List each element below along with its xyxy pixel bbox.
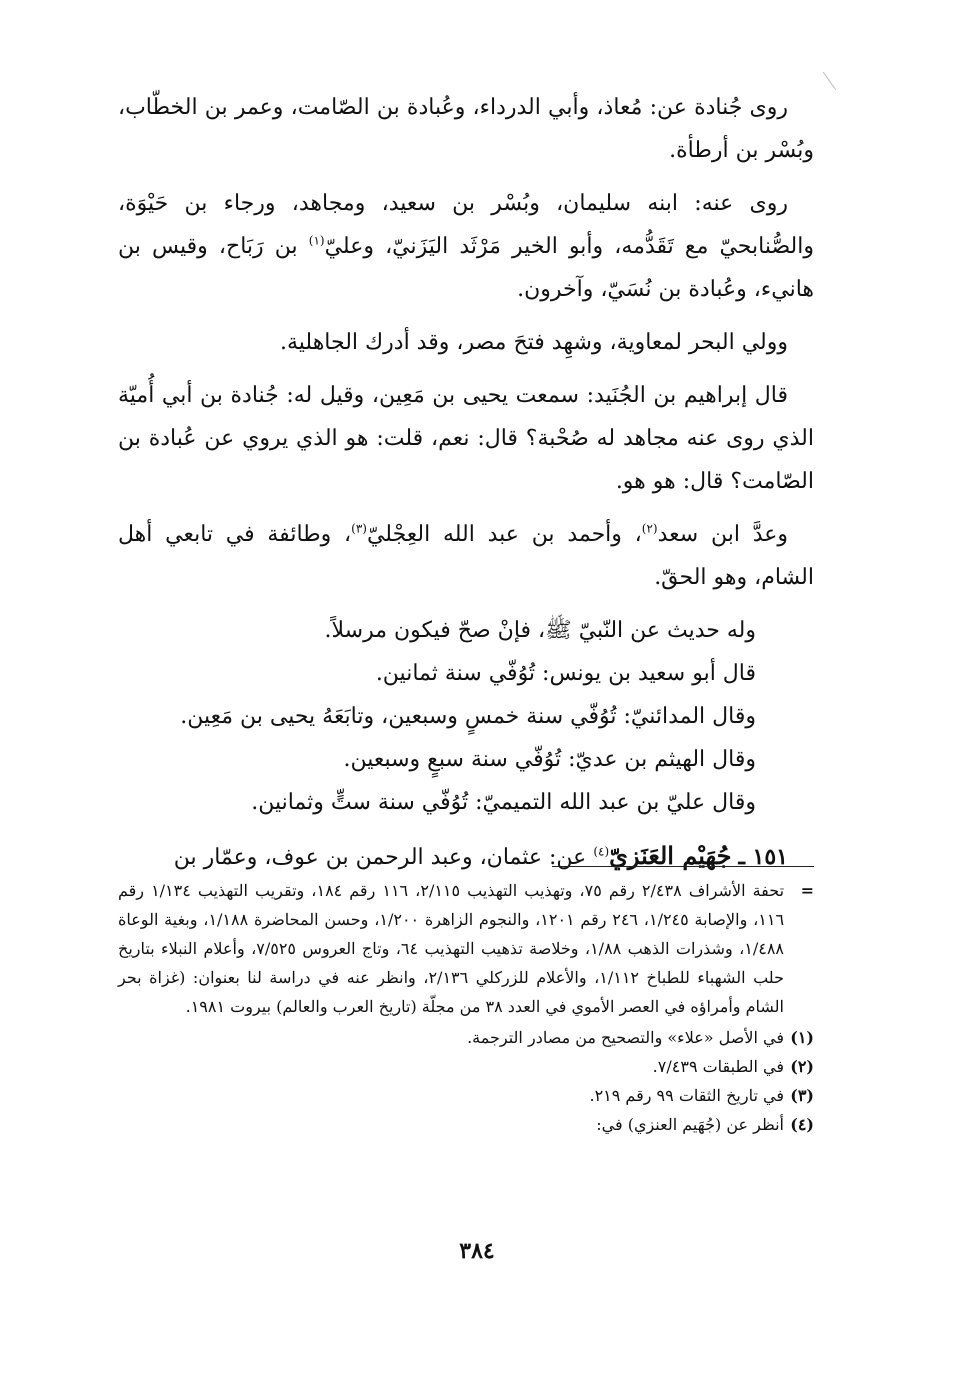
footnote-number: (٢) xyxy=(790,1057,814,1076)
line-haytham: وقال الهيثم بن عديّ: تُوُفّي سنة سبعٍ وسبعين. xyxy=(343,747,756,772)
paragraph-text: وولي البحر لمعاوية، وشهِد فتحَ مصر، وقد أدرك الجاهلية. xyxy=(280,330,788,355)
paragraph-text: روى جُنادة عن: مُعاذ، وأبي الدرداء، وعُبادة بن الصّامت، وعمر بن الخطّاب، وبُسْر بن أرطأة. xyxy=(118,95,814,163)
entry-text: عن: عثمان، وعبد الرحمن بن عوف، وعمّار بن xyxy=(173,845,594,870)
paragraph-text: ، وأحمد بن عبد الله العِجْليّ xyxy=(366,522,642,547)
main-text xyxy=(118,86,814,889)
continuation-mark: = xyxy=(800,881,814,900)
line-tamimi: وقال عليّ بن عبد الله التميميّ: تُوُفّي سنة ستٍّ وثمانين. xyxy=(251,790,756,815)
footnote-ref-4: (٤) xyxy=(593,844,610,859)
footnote-ref-2: (٢) xyxy=(641,521,658,536)
footnote-continuation xyxy=(118,876,814,1021)
footnote-number: (١) xyxy=(790,1028,814,1047)
entry-151 xyxy=(118,834,814,879)
entry-name: جُهَيْم العَنَزيّ xyxy=(609,841,732,870)
footnote-text: في تاريخ الثقات ٩٩ رقم ٢١٩. xyxy=(589,1086,784,1105)
line-ibn-yunus: قال أبو سعيد بن يونس: تُوُفّي سنة ثمانين. xyxy=(375,661,756,686)
line-madaini: وقال المدائنيّ: تُوُفّي سنة خمسٍ وسبعين، وتابَعَهُ يحيى بن مَعِين. xyxy=(180,704,756,729)
footnote-ref-1: (١) xyxy=(308,233,325,248)
footnote-text: في الطبقات ٧/٤٣٩. xyxy=(652,1057,784,1076)
line-hadith: وله حديث عن النّبيّ ﷺ، فإنْ صحّ فيكون مرسلاً. xyxy=(324,618,756,643)
footnote-text: أنظر عن (جُهَيم العنزي) في: xyxy=(596,1115,784,1134)
footnote-4 xyxy=(118,1110,814,1139)
paragraph-text: روى عنه: ابنه سليمان، وبُسْر بن سعيد، ومجاهد، ورجاء بن حَيْوَة، والصُّنابحيّ مع تَقَدُّمه، وأبو الخير مَرْثَد اليَزَنيّ، وعليّ xyxy=(118,191,814,259)
footnote-divider xyxy=(552,866,814,867)
scan-speck xyxy=(823,72,836,91)
paragraph-narrators-from xyxy=(118,86,814,172)
footnote-2 xyxy=(118,1052,814,1081)
footnote-number: (٣) xyxy=(790,1086,814,1105)
footnote-text: في الأصل «علاء» والتصحيح من مصادر الترجمة. xyxy=(467,1028,784,1047)
paragraph-tabiin xyxy=(118,513,814,599)
page-number: ٣٨٤ xyxy=(459,1238,495,1264)
paragraph-ibn-junaid xyxy=(118,374,814,503)
footnote-1 xyxy=(118,1023,814,1052)
footnotes xyxy=(118,876,814,1139)
paragraph-narrators-to xyxy=(118,182,814,311)
footnote-text: تحفة الأشراف ٢/٤٣٨ رقم ٧٥، وتهذيب التهذيب ٢/١١٥، ١١٦ رقم ١٨٤، وتقريب التهذيب ١/١٣٤ رقم ١١٦، والإصابة ١/٢٤٥، ٢٤٦ رقم ١٢٠١، والنجوم الزاهرة ١/٢٠٠، وحسن المحاضرة ١/١٨٨، وبغية الوعاة ١/٤٨٨، وشذرات الذهب ١/٨٨، وخلاصة تذهيب التهذيب ٦٤، وتاج العروس ٧/٥٢٥، وأعلام النبلاء بتاريخ حلب الشهباء للطباخ ١/١١٢، والأعلام للزركلي ٢/١٣٦، وانظر عنه في دراسة لنا بعنوان: (غزاة بحر الشام وأمراؤه في العصر الأموي في العدد ٣٨ من مجلّة (تاريخ العرب والعالم) بيروت ١٩٨١. xyxy=(118,881,785,1016)
footnote-3 xyxy=(118,1081,814,1110)
paragraph-text: هانيء، وعُبادة بن نُسَيّ، وآخرون. xyxy=(517,277,814,302)
paragraph-text: قال إبراهيم بن الجُنَيد: سمعت يحيى بن مَعِين، وقيل له: جُنادة بن أبي أُميّة الذي روى عنه مجاهد له صُحْبة؟ قال: نعم، قلت: هو الذي يروي عن عُبادة بن الصّامت؟ قال: هو هو. xyxy=(118,383,814,494)
paragraph-sea-command xyxy=(118,321,814,364)
paragraph-text: وعدَّ ابن سعد xyxy=(657,522,788,547)
paragraph-text: بن رَبَاح، وقيس بن xyxy=(118,234,309,259)
entry-number: ١٥١ ـ xyxy=(738,844,788,870)
paragraph-text: ، وطائفة في تابعي أهل الشام، وهو الحقّ. xyxy=(118,522,814,590)
footnote-number: (٤) xyxy=(790,1115,814,1134)
footnote-ref-3: (٣) xyxy=(351,521,367,536)
